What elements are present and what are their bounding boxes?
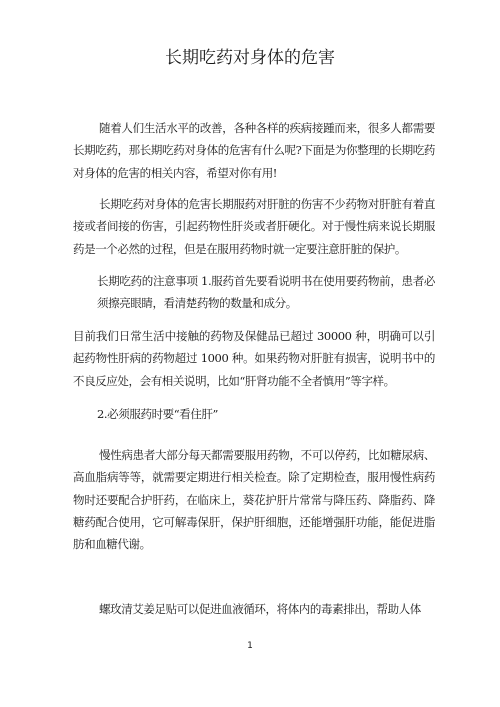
paragraph-chronic: 慢性病患者大部分每天都需要服用药物，不可以停药，比如糖尿病、高血脂病等等，就需要定期进行相关检查。除了定期检查，服用慢性病药物时还要配合护肝药，在临床上，葵花护肝片常常与降压药、降脂药、降糖药配合使用，它可解毒保肝，保护肝细胞，还能增强肝功能，能促进脂肪和血糖代谢。 bbox=[73, 448, 435, 552]
paragraph-intro: 随着人们生活水平的改善，各种各样的疾病接踵而来，很多人都需要长期吃药，那长期吃药对身体的危害有什么呢?下面是为你整理的长期吃药对身体的危害的相关内容，希望对你有用! bbox=[73, 121, 435, 180]
paragraph-drug-stats: 目前我们日常生活中接触的药物及保健品已超过 30000 种，明确可以引起药物性肝病的药物超过 1000 种。如果药物对肝脏有损害，说明书中的不良反应处，会有相关说明，比如“肝肾功能不全者慎用”等字样。 bbox=[73, 329, 435, 388]
paragraph-precautions: 长期吃药的注意事项 1.服药首先要看说明书在使用要药物前，患者必须擦亮眼睛，看清楚药物的数量和成分。 bbox=[97, 274, 435, 311]
paragraph-footpatch: 螺玫清艾姜足贴可以促进血液循环，将体内的毒素排出，帮助人体 bbox=[99, 602, 421, 616]
document-title: 长期吃药对身体的危害 bbox=[165, 48, 335, 68]
paragraph-subheading: 2.必须服药时要“看住肝” bbox=[97, 407, 219, 421]
paragraph-liver-harm: 长期吃药对身体的危害长期服药对肝脏的伤害不少药物对肝脏有着直接或者间接的伤害，引起药物性肝炎或者肝硬化。对于慢性病来说长期服药是一个必然的过程，但是在服用药物时就一定要注意肝脏的保护。 bbox=[73, 197, 435, 256]
page-number: 1 bbox=[247, 641, 253, 651]
